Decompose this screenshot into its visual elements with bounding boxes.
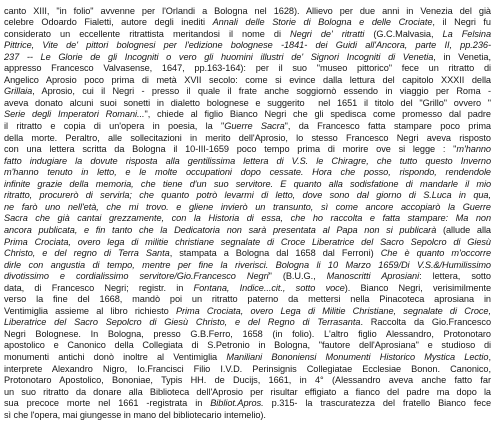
italic-text-span: Prima Crociata, overo lega di militie christiane segnalate di Croce Liberatrice del Sacro Sepolcro di Giesù: [4, 236, 491, 247]
text-span: Ventimiglia assieme al libro richiesto: [4, 305, 176, 316]
italic-text-span: Che è quanto m'occorre: [380, 248, 491, 259]
italic-text-span: Serie degli Imperatori Romani...: [4, 109, 145, 120]
text-span: apostolico e Canonico della Collegiata di S.Petronio in Bologna, "fautore dell'Aprosiana" e studioso di: [4, 340, 491, 351]
text-span: con una lettera scritta da Bologna il 10-III-1659 poco tempo prima di morire ove si legge : ": [4, 144, 457, 155]
italic-text-span: ne farò uno nell'età, che mi trovo. e gliene invierò un transunto, sì come ancore accopiarò la Guerre: [4, 201, 491, 212]
text-span: celebre Odoardo Fialetti, autore degli inediti: [4, 17, 213, 28]
text-line: [4, 409, 491, 422]
text-span: monumenti antichi donò inoltre al Ventimiglia: [4, 352, 227, 362]
italic-text-span: Manoscritti Aprosiani: [326, 271, 420, 282]
italic-text-span: m'hanno tenuto in letto, e le molte occupationi dopo cessate. Hora che posso, rispondo, rendendole: [4, 167, 491, 178]
italic-text-span: dirle con angustia di tempo, mentre per fine la riverisci. Bologna li 10 Marzo 1659/Di V.S.&/Humilissimo: [4, 259, 491, 270]
italic-text-span: 237 --: [4, 51, 41, 62]
text-span: appresso Francesco Valvasense, 1647, pp.163-164): per il suo "museo pittorico" fece un ritratto di: [4, 63, 491, 74]
text-span: ). Bianco Negri, verisimilmente: [344, 282, 491, 293]
italic-text-span: ritratto, procurerò di servirla; che quanto potrò levarmi di letto, dove sono dal giorno di S.Luca in qua,: [4, 190, 491, 201]
italic-text-span: Negri de' ritratti: [290, 28, 365, 39]
italic-text-span: Liberatrice del Sacro Sepolcro di Giesù Christo, e del Regno di Terrasanta: [4, 317, 361, 328]
text-span: ,: [488, 352, 491, 362]
italic-text-span: Prima Crociata, overo Lega di Militie Christiane, segnalate di Croce,: [175, 305, 491, 316]
italic-text-span: Annali delle Storie di Bologna e delle Crociate: [212, 17, 433, 28]
italic-text-span: m'hanno: [456, 144, 491, 155]
text-span: canto XIII, "in folio" avvenne per l'Orlandi a Bologna nel 1628). Allievo per due anni in Venezia del già: [4, 5, 491, 16]
text-span: considerato un eccellente ritrattista meritandosi il nome di: [4, 28, 291, 39]
italic-text-span: divotissimo e cordialissimo servitore/Gio.Francesco Negri: [4, 271, 269, 282]
text-span: Protonotaro Apostolico, Bononiae, Typis HH. de Ducijs, 1661, in 4° (Alessandro aveva anche fatto far: [4, 375, 491, 386]
text-span: data, di Francesco Negri; registr. in: [4, 282, 194, 293]
text-span: sì che l'opera, mai giungesse in mano del bibliotecario intemelio).: [4, 409, 266, 420]
italic-text-span: Grillaia: [4, 86, 33, 97]
text-span: , stampata a Bologna dal 1658 dal Ferroni): [169, 248, 381, 259]
text-span: interprete Alexandro Nigro, Io.Francisci Filio I.V.D. Perinsignis Collegiatae Ecclesiae Bonon. Canonico,: [4, 363, 491, 374]
text-span: Angelico Aprosio poco prima di metà XVII secolo: come si evince dalla lettura del capitolo XXXII della: [4, 74, 491, 85]
italic-text-span: Pittrice, Vite de' pittori bolognesi per l'edizione bolognese -1841- dei Guidi all'Ancora, parte II, pp.236-: [4, 40, 491, 51]
text-span: " (B.U.G.,: [268, 271, 327, 282]
text-span: della morte. Peraltro, alle sollecitazioni in merito dell'Aprosio, lo stesso Francesco Negri aveva risposto: [4, 132, 491, 143]
italic-text-span: Guerre Sacra: [224, 121, 285, 131]
italic-text-span: infinite grazie della memoria, che tiene d'un suo servitore. E quanto alla sodisfatione di mandarle il mio: [4, 178, 491, 189]
text-span: , Aprosio, cui il Negri - presso il quale il frate anche soggiornò essendo in viaggio per Roma -: [32, 86, 491, 97]
text-span: ", da Francesco fatta stampare poco prima: [284, 121, 491, 131]
text-span: , il Negri fu: [432, 17, 491, 28]
italic-text-span: La Felsina: [442, 28, 491, 39]
italic-text-span: ancora publicata, e fin tanto che la Dedicatoria non sarà presentata al Papa non si publicarà: [4, 224, 437, 235]
italic-text-span: Fontana, Indice...cit., sotto voce: [193, 282, 345, 293]
text-span: un suo ritratto da donare alla Biblioteca dell'Aprosio per risultar effigiato a fianco del padre ma dopo la: [4, 386, 491, 397]
text-span: : lettera, sotto: [419, 271, 491, 282]
text-span: (G.C.Malvasia,: [364, 28, 443, 39]
italic-text-span: Bibliot.Apros.: [210, 398, 264, 409]
italic-text-span: Le Glorie de gli Incogniti o vero gli huomini illustri de' Signori Incogniti di Venetia: [40, 51, 434, 62]
italic-text-span: Maniliani Bononiensi Monumenti Historico Mystica Lectio: [226, 352, 489, 362]
text-span: ", chiede al figlio Bianco Negri che gli spedisca come promesso dal padre: [144, 109, 491, 120]
italic-text-span: fatto indugiare la dovute risposta alla gentilissima lettera di V.S. le Chiragre, che tutto questo Inverno: [4, 155, 491, 166]
text-span: Negri Bolognese. In Bologna, presso G.B.Ferro, 1658 (in folio). L'altro figlio Alessandro, Protonotaro: [4, 328, 491, 339]
text-span: aveva donato alcuni suoi sonetti in dialetto bolognese e suggerito nel 1651 il titolo del "Grillo" ovvero ": [4, 97, 491, 108]
text-span: (allude alla: [436, 224, 491, 235]
italic-text-span: Christo, e del regno di Terra Santa: [4, 248, 170, 259]
text-span: verso la fine del 1668, mandò poi un ritratto paterno da mettersi nella Pinacoteca aprosiana in: [4, 294, 491, 305]
italic-text-span: Sacra che già cantai grezzamente, con la Historia di essa, che ho raccolta e fatta stampare: Ma non: [4, 213, 491, 224]
text-span: il ritratto e copia di un'opera in poesia, la ": [4, 121, 225, 131]
text-span: p.315- la trascuratezza del fratello Bianco fece: [263, 398, 491, 409]
text-span: . Raccolta da Gio.Francesco: [360, 317, 491, 328]
text-span: sua precoce morte nel 1661 -registrata in: [4, 398, 211, 409]
text-span: , in Venetia,: [433, 51, 491, 62]
